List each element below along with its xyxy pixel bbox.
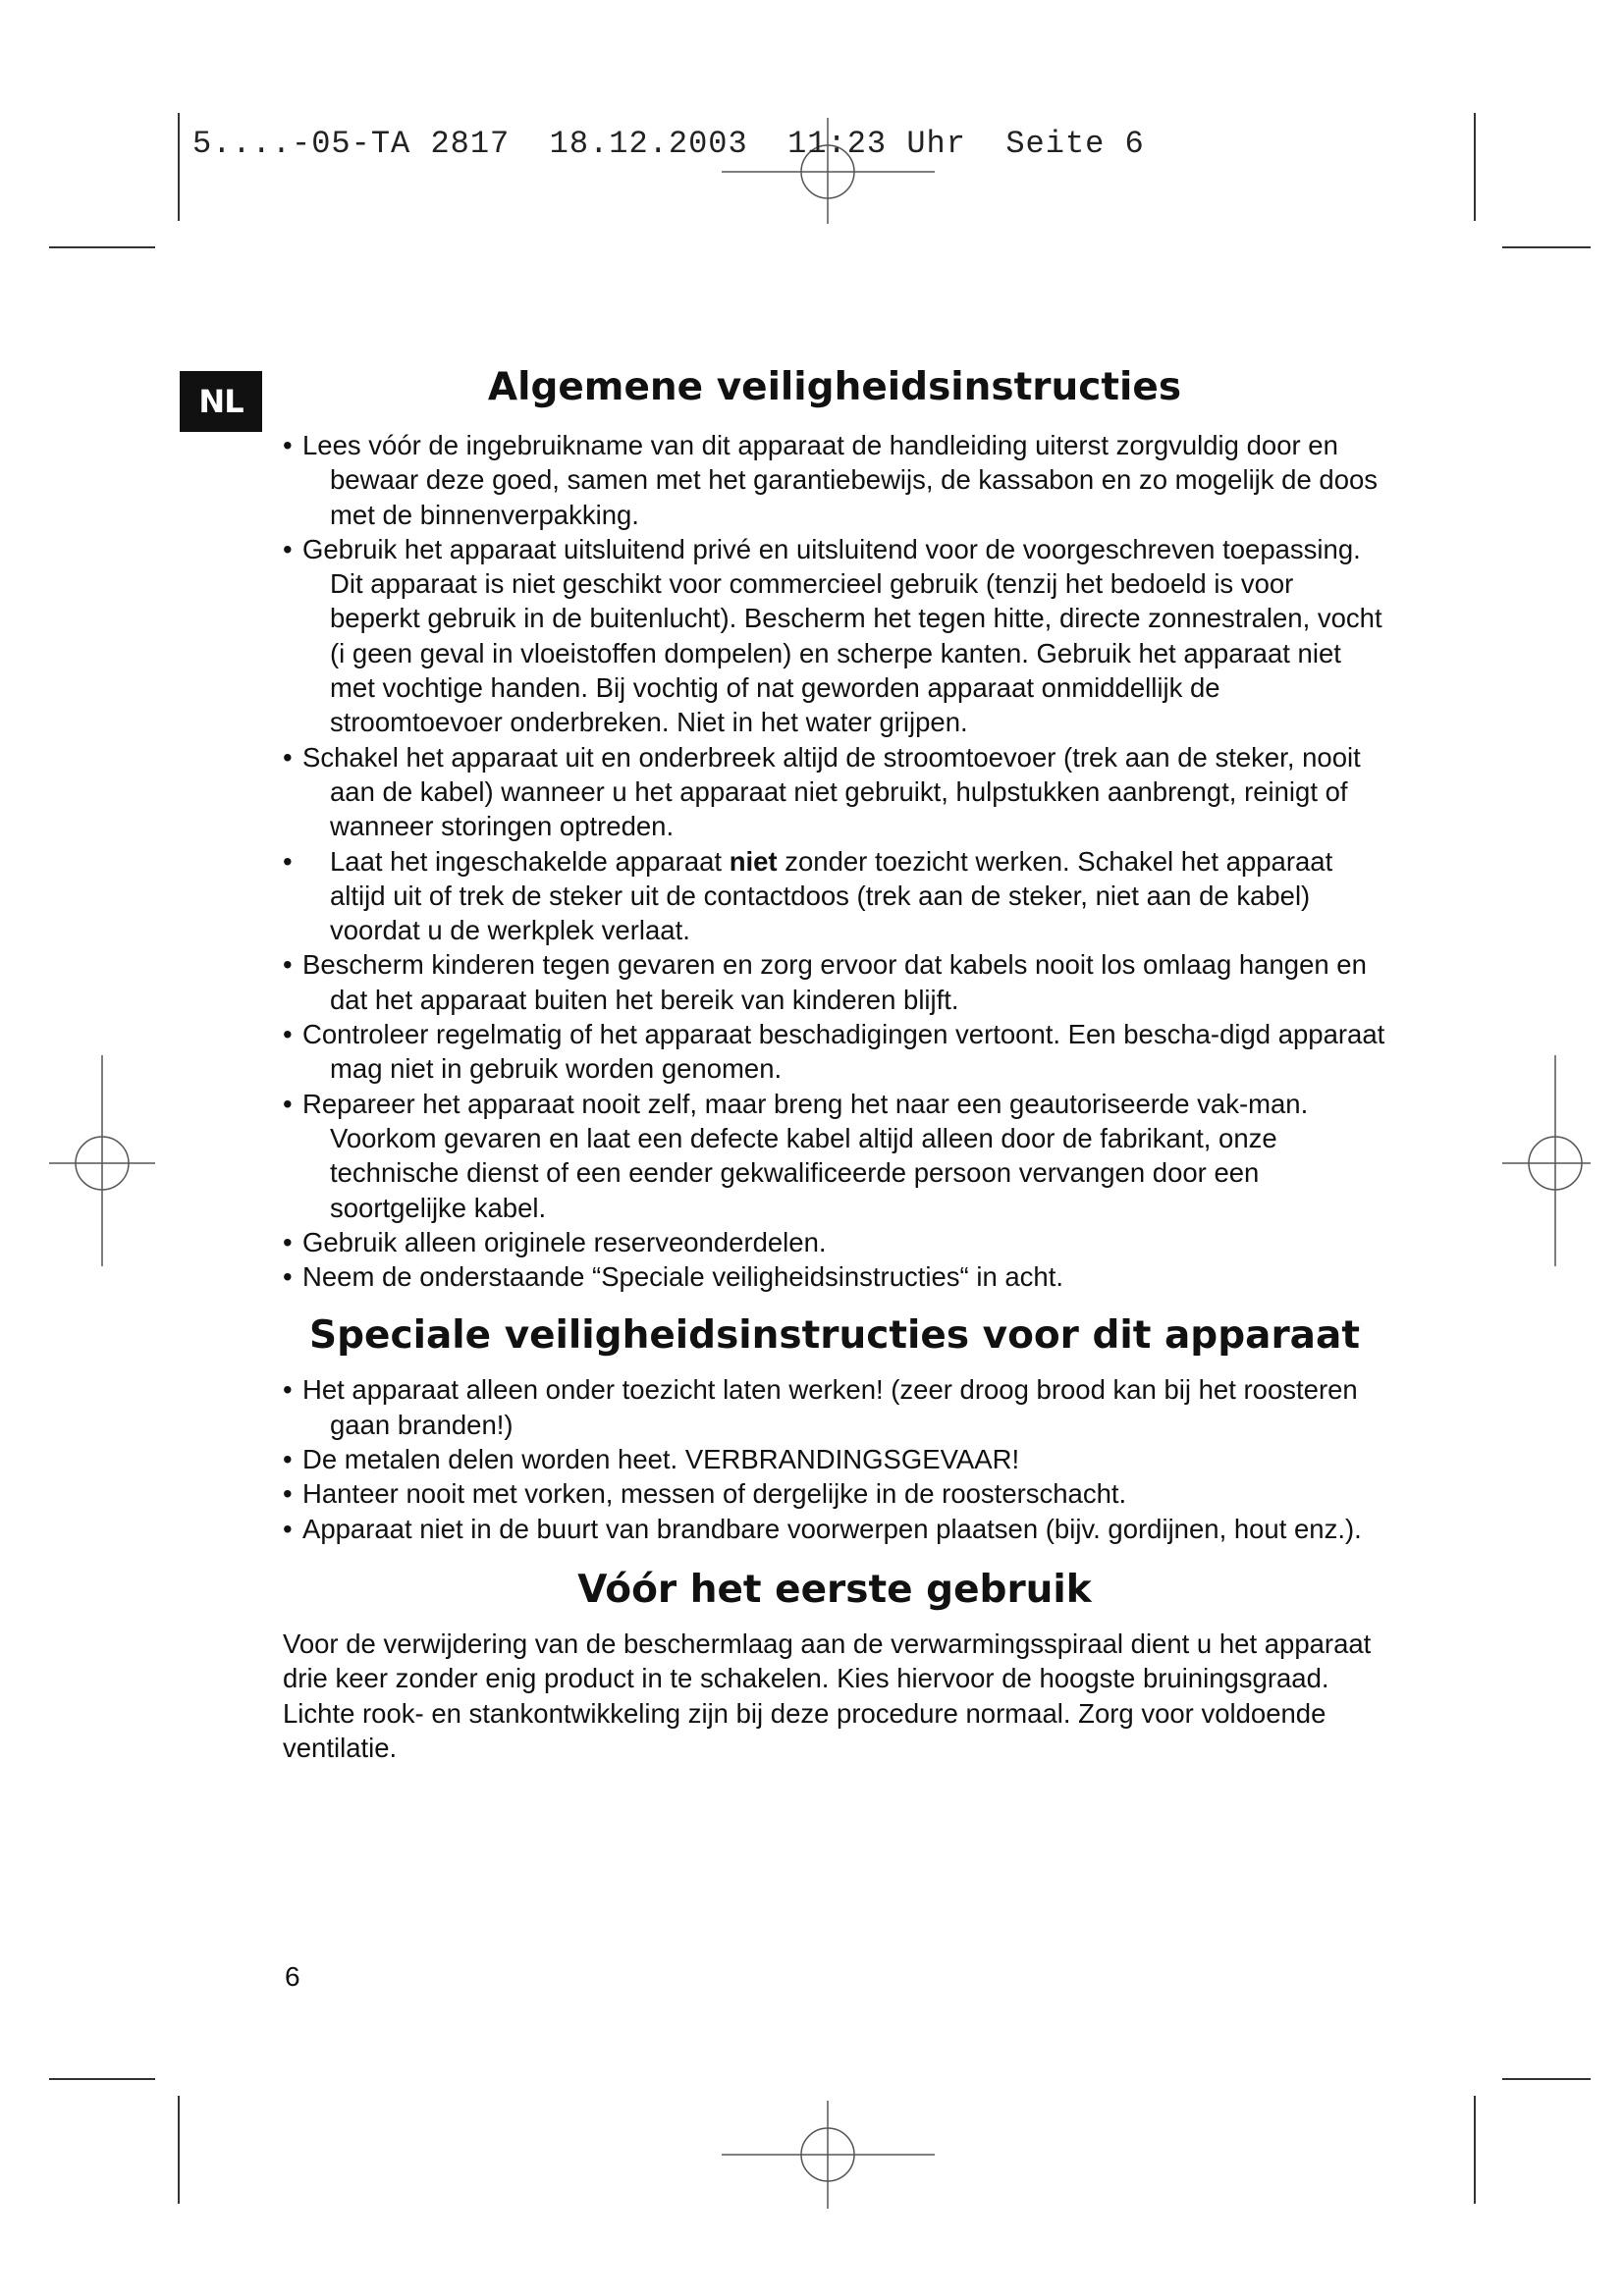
list-item: • Schakel het apparaat uit en onderbreek altijd de stroomtoevoer (trek aan de steker, nooit aan de kabel) wanneer u het apparaat niet gebruikt, hulpstukken aanbrengt, reinigt of wanneer storingen optreden. (283, 741, 1361, 842)
list-item: • Gebruik het apparaat uitsluitend privé en uitsluitend voor de voorgeschreven toepassing. Dit apparaat is niet geschikt voor commercieel gebruik (tenzij het bedoeld is voor beperkt gebruik in de buitenlucht). Bescherm het tegen hitte, directe zonnestralen, vocht (i geen geval in vloeistoffen dompelen) en scherpe kanten. Gebruik het apparaat niet met vochtige handen. Bij vochtig of nat geworden apparaat onmiddellijk de stroomtoevoer onderbreken. Niet in het water grijpen. (283, 533, 1382, 738)
list-item: • Lees vóór de ingebruikname van dit apparaat de handleiding uiterst zorgvuldig door en bewaar deze goed, samen met het garantiebewijs, de kassabon en zo mogelijk de doos met de binnenverpakking. (283, 430, 1379, 530)
general-safety-list (283, 428, 1386, 1294)
list-item: • Hanteer nooit met vorken, messen of dergelijke in de roosterschacht. (283, 1478, 1127, 1510)
section-heading-first-use: Vóór het eerste gebruik (577, 1567, 1092, 1612)
list-item: • De metalen delen worden heet. VERBRANDINGSGEVAAR! (283, 1444, 1020, 1475)
list-item: • Laat het ingeschakelde apparaat niet zonder toezicht werken. Schakel het apparaat altijd uit of trek de steker uit de contactdoos (trek aan de steker, niet aan de kabel) voordat u de werkplek verlaat. (283, 845, 1333, 946)
list-item: • Bescherm kinderen tegen gevaren en zorg ervoor dat kabels nooit los omlaag hangen en dat het apparaat buiten het bereik van kinderen blijft. (283, 949, 1367, 1015)
section-heading-special: Speciale veiligheidsinstructies voor dit apparaat (309, 1313, 1360, 1359)
list-item: • Repareer het apparaat nooit zelf, maar breng het naar een geautoriseerde vak-man. Voorkom gevaren en laat een defecte kabel altijd alleen door de fabrikant, onze technische dienst of een eender gekwalificeerde persoon vervangen door een soortgelijke kabel. (283, 1088, 1309, 1223)
print-slug: 5....-05-TA 2817 18.12.2003 11:23 Uhr Seite 6 (192, 126, 1145, 162)
page-number: 6 (285, 1961, 300, 1992)
list-item: • Apparaat niet in de buurt van brandbare voorwerpen plaatsen (bijv. gordijnen, hout enz.). (283, 1513, 1362, 1544)
main-content (283, 353, 1386, 1765)
list-item: • Het apparaat alleen onder toezicht laten werken! (zeer droog brood kan bij het roosteren gaan branden!) (283, 1374, 1358, 1440)
language-tab: NL (180, 371, 262, 432)
list-item: • Controleer regelmatig of het apparaat beschadigingen vertoont. Een bescha-digd apparaat mag niet in gebruik worden genomen. (283, 1019, 1385, 1085)
list-item: • Gebruik alleen originele reserveonderdelen. (283, 1226, 827, 1257)
list-item: • Neem de onderstaande “Speciale veiligheidsinstructies“ in acht. (283, 1261, 1064, 1293)
first-use-paragraph: Voor de verwijdering van de beschermlaag aan de verwarmingsspiraal dient u het apparaat drie keer zonder enig product in te schakelen. Kies hiervoor de hoogste bruiningsgraad. Lichte rook- en stankontwikkeling zijn bij deze procedure normaal. Zorg voor voldoende ventilatie. (283, 1628, 1372, 1763)
special-safety-list (283, 1372, 1386, 1545)
section-heading-general: Algemene veiligheidsinstructies (487, 365, 1182, 409)
